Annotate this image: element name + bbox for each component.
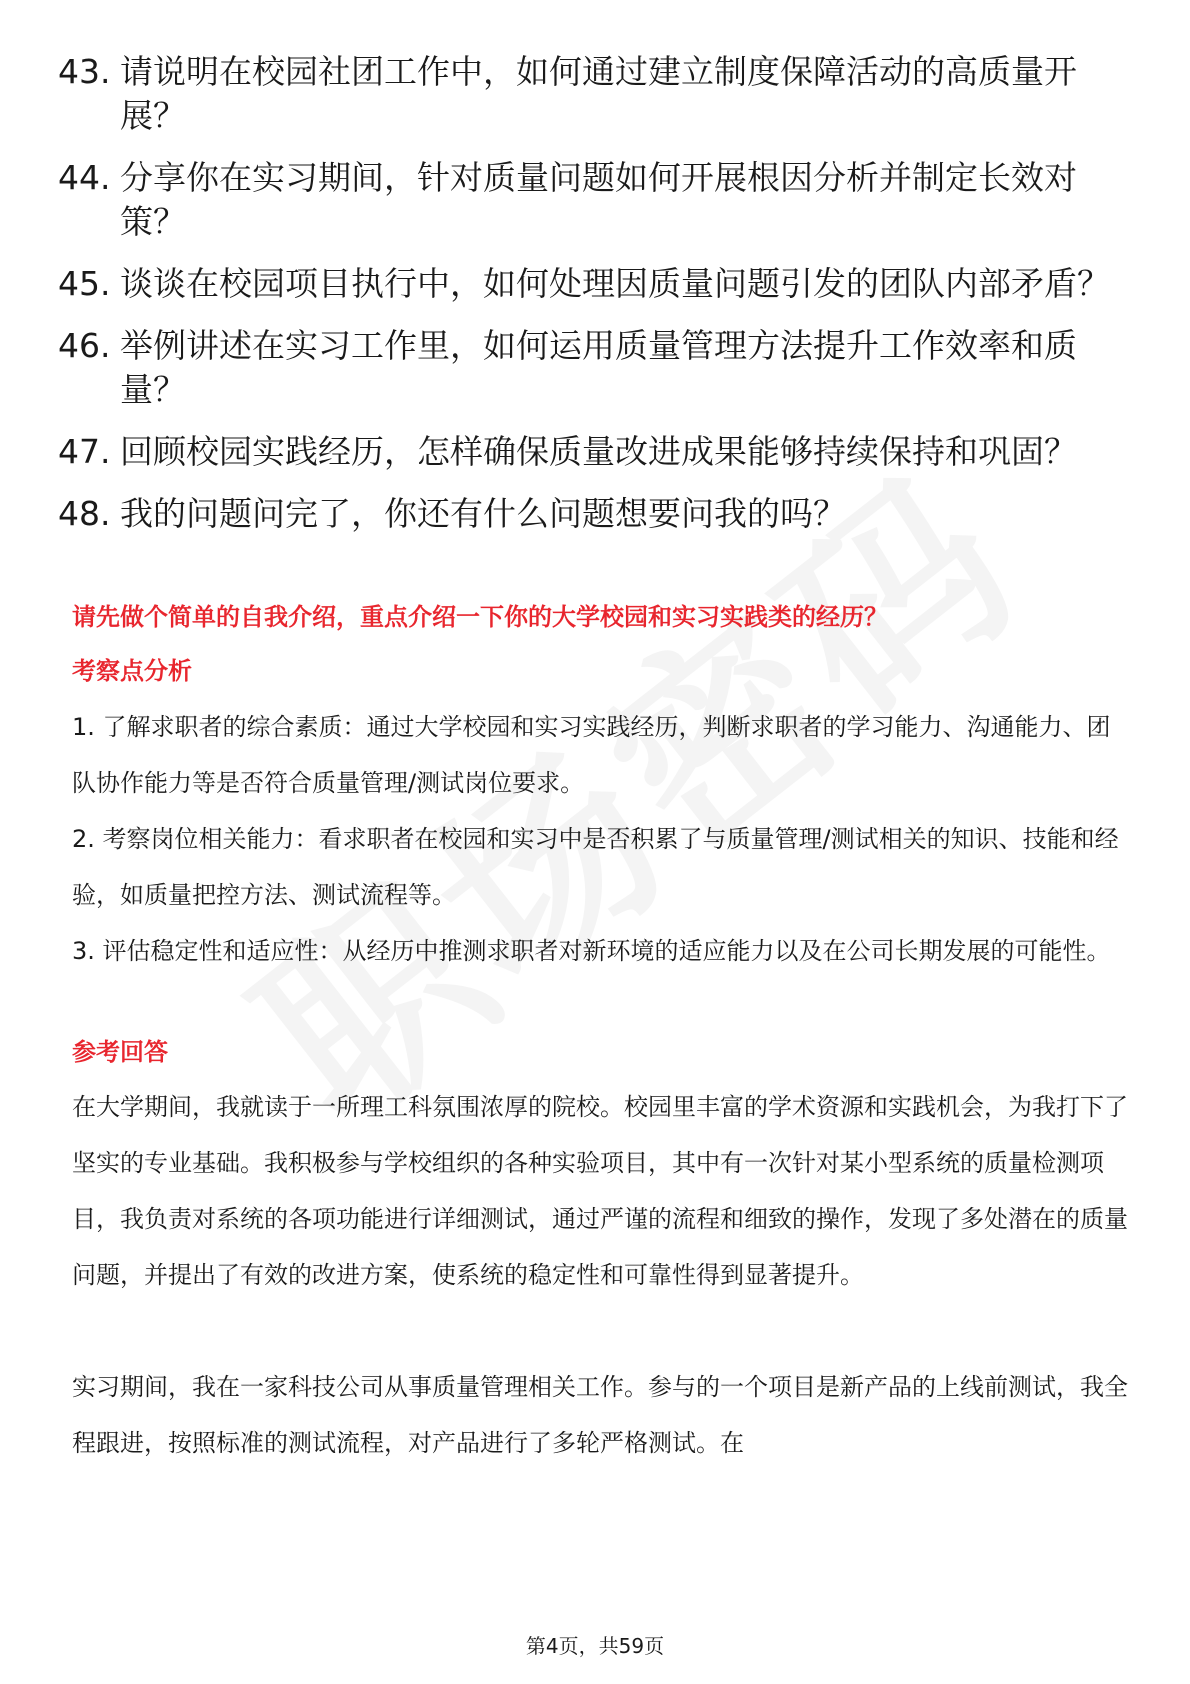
list-item (58, 156, 1138, 244)
question-text: 请说明在校园社团工作中，如何通过建立制度保障活动的高质量开展？ (120, 52, 1077, 135)
question-text: 举例讲述在实习工作里，如何运用质量管理方法提升工作效率和质量？ (120, 326, 1077, 409)
list-item (58, 492, 1138, 536)
reference-heading: 参考回答 (72, 1038, 168, 1066)
question-title: 请先做个简单的自我介绍，重点介绍一下你的大学校园和实习实践类的经历？ (72, 603, 888, 631)
question-text: 谈谈在校园项目执行中，如何处理因质量问题引发的团队内部矛盾？ (120, 264, 1110, 303)
analysis-list (72, 699, 1132, 979)
analysis-heading: 考察点分析 (72, 657, 192, 685)
question-number: 46. (58, 326, 111, 365)
list-item (58, 324, 1138, 412)
analysis-item: 3. 评估稳定性和适应性：从经历中推测求职者对新环境的适应能力以及在公司长期发展的可能性。 (72, 937, 1111, 965)
page-footer: 第4页，共59页 (525, 1634, 665, 1658)
question-text: 回顾校园实践经历，怎样确保质量改进成果能够持续保持和巩固？ (120, 432, 1077, 471)
question-text: 我的问题问完了，你还有什么问题想要问我的吗？ (120, 494, 846, 533)
question-number: 45. (58, 264, 111, 303)
question-number: 44. (58, 158, 111, 197)
list-item (58, 262, 1138, 306)
question-number: 47. (58, 432, 111, 471)
list-item (58, 50, 1138, 138)
analysis-item: 2. 考察岗位相关能力：看求职者在校园和实习中是否积累了与质量管理/测试相关的知识、技能和经验，如质量把控方法、测试流程等。 (72, 825, 1119, 909)
answer-paragraph: 在大学期间，我就读于一所理工科氛围浓厚的院校。校园里丰富的学术资源和实践机会，为我打下了坚实的专业基础。我积极参与学校组织的各种实验项目，其中有一次针对某小型系统的质量检测项目，我负责对系统的各项功能进行详细测试，通过严谨的流程和细致的操作，发现了多处潜在的质量问题，并提出了有效的改进方案，使系统的稳定性和可靠性得到显著提升。 (72, 1093, 1128, 1289)
question-number: 48. (58, 494, 111, 533)
question-text: 分享你在实习期间，针对质量问题如何开展根因分析并制定长效对策？ (120, 158, 1077, 241)
list-item (58, 430, 1138, 474)
reference-answer (72, 1079, 1132, 1471)
question-number: 43. (58, 52, 111, 91)
answer-paragraph: 实习期间，我在一家科技公司从事质量管理相关工作。参与的一个项目是新产品的上线前测试，我全程跟进，按照标准的测试流程，对产品进行了多轮严格测试。在 (72, 1373, 1128, 1457)
analysis-item: 1. 了解求职者的综合素质：通过大学校园和实习实践经历，判断求职者的学习能力、沟通能力、团队协作能力等是否符合质量管理/测试岗位要求。 (72, 713, 1111, 797)
question-list (58, 50, 1138, 554)
